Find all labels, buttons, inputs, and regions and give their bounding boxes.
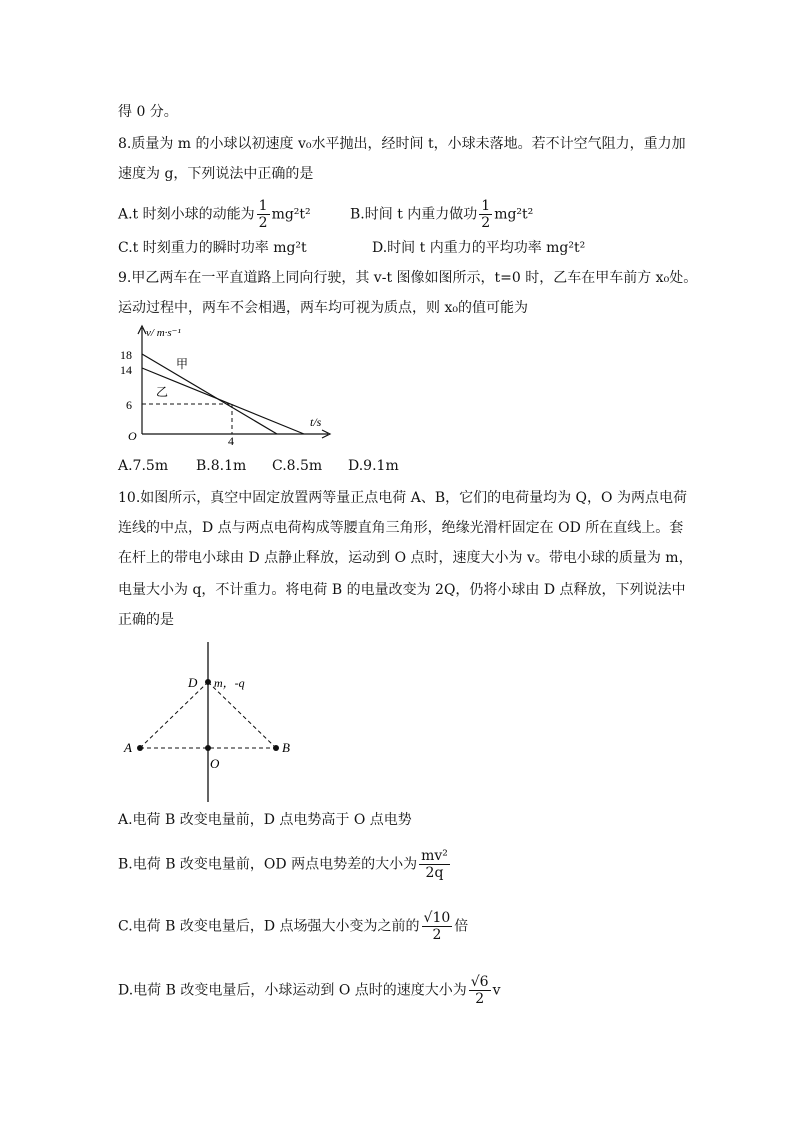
point-O [205,745,211,751]
q8-b-fraction: $\frac{1}{2}$ [481,198,491,231]
q10-stem-line5: 正确的是 [118,612,174,628]
q9-option-c: C.8.5m [272,458,323,474]
q8-option-c: C.t 时刻重力的瞬时功率 mg²t [118,240,307,256]
q8-stem-line1: 8.质量为 m 的小球以初速度 v₀水平抛出，经时间 t，小球未落地。若不计空气阻力，重力加 [118,136,686,152]
q9-stem-line1: 9.甲乙两车在一平直道路上同向行驶，其 v-t 图像如图所示，t=0 时，乙车在甲车前方 x₀处。 [118,270,698,286]
q9-option-b: B.8.1m [196,458,247,474]
label-yi: 乙 [156,385,169,399]
q10-c-fraction: $\frac{√10}{2}$ [423,910,451,943]
q10-b-fraction: $\frac{\text{mv²}}{2q}$ [421,848,448,881]
q8-stem-line2: 速度为 g，下列说法中正确的是 [118,166,314,182]
q10-d-fraction: $\frac{√6}{2}$ [470,974,489,1007]
y-axis-label: v/ m·s⁻¹ [146,327,181,339]
line-yi [142,368,304,434]
origin-label: O [128,429,137,443]
charge-A [137,745,143,751]
q9-option-d: D.9.1m [348,458,399,474]
vt-graph [110,322,340,450]
y-tick-14: 14 [120,363,132,377]
x-axis-label: t/s [310,415,322,429]
x-tick-4: 4 [228,434,234,448]
segment-DB [208,682,276,748]
q10-option-d: D.电荷 B 改变电量后，小球运动到 O 点时的速度大小为 $\frac{√6}{2}$ v [118,974,501,1007]
q9-stem-line2: 运动过程中，两车不会相遇，两车均可视为质点，则 x₀的值可能为 [118,300,528,316]
q10-option-c: C.电荷 B 改变电量后，D 点场强大小变为之前的 $\frac{√10}{2}$ 倍 [118,910,469,943]
y-tick-18: 18 [120,348,132,362]
q8-option-a: A.t 时刻小球的动能为 $\frac{1}{2}$ mg²t² [118,198,311,231]
segment-AD [140,682,208,748]
q8-option-d: D.时间 t 内重力的平均功率 mg²t² [372,240,586,256]
label-ball: m，-q [214,676,245,690]
label-B: B [282,740,290,755]
point-D [205,679,211,685]
y-tick-6: 6 [126,398,132,412]
label-D: D [188,675,198,690]
q8-a-fraction: $\frac{1}{2}$ [258,198,268,231]
label-O: O [210,756,220,771]
q10-stem-line4: 电量大小为 q，不计重力。将电荷 B 的电量改变为 2Q，仍将小球由 D 点释放，下列说法中 [118,582,686,598]
q9-option-a: A.7.5m [118,458,169,474]
q10-stem-line2: 连线的中点，D 点与两点电荷构成等腰直角三角形，绝缘光滑杆固定在 OD 所在直线上。套 [118,520,684,536]
q10-stem-line3: 在杆上的带电小球由 D 点静止释放，运动到 O 点时，速度大小为 v。带电小球的质量为 m， [118,550,693,566]
label-A: A [124,740,132,755]
q10-option-a: A.电荷 B 改变电量前，D 点电势高于 O 点电势 [118,812,412,828]
charge-figure [116,640,306,804]
previous-question-tail: 得 0 分。 [118,104,178,120]
label-jia: 甲 [176,357,189,371]
q10-stem-line1: 10.如图所示，真空中固定放置两等量正点电荷 A、B，它们的电荷量均为 Q，O 为两点电荷 [118,490,687,506]
charge-B [273,745,279,751]
q10-option-b: B.电荷 B 改变电量前，OD 两点电势差的大小为 $\frac{\text{mv²}}{2q}$ [118,848,448,881]
q8-option-b: B.时间 t 内重力做功 $\frac{1}{2}$ mg²t² [350,198,534,231]
